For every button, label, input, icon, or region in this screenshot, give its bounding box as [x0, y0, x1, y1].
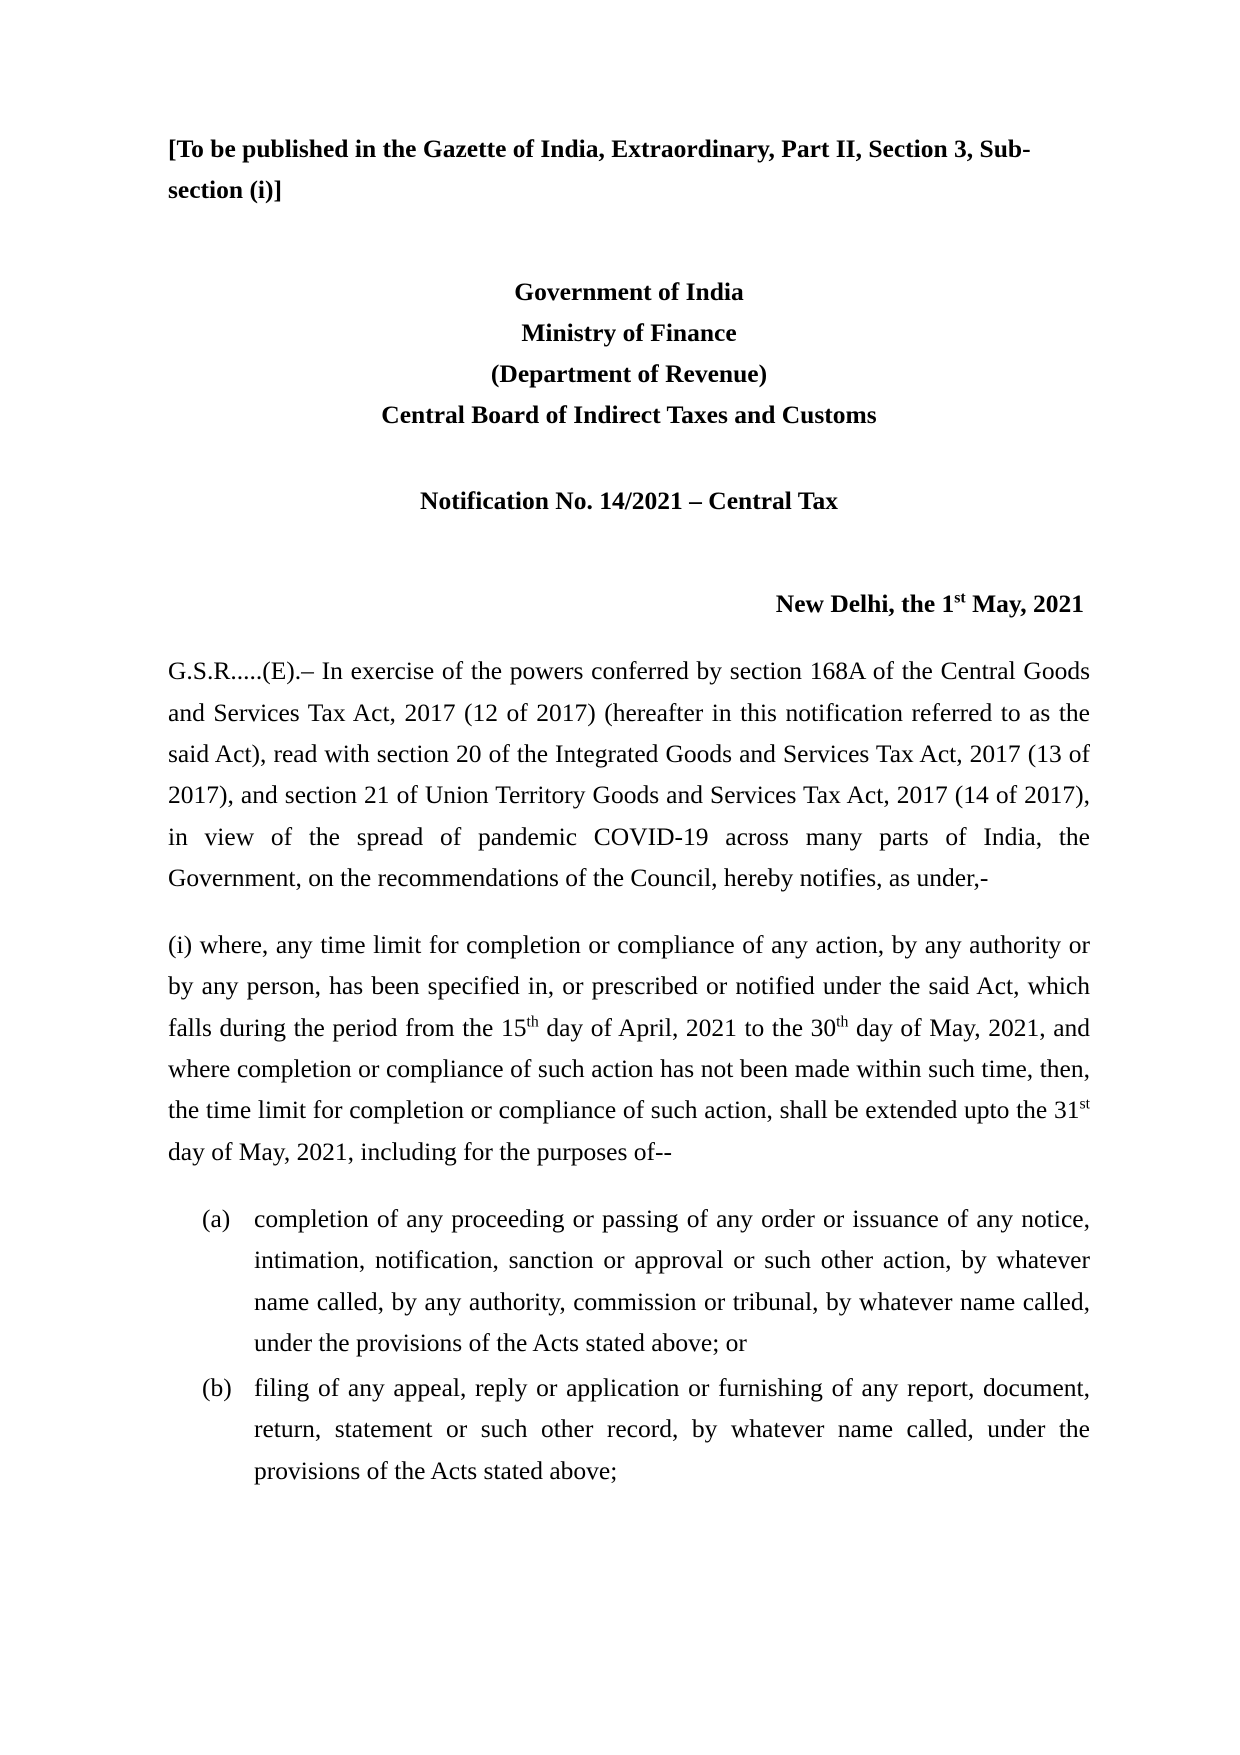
place-and-date [168, 583, 1090, 624]
list-item [168, 1198, 1090, 1363]
issuer-line-ministry: Ministry of Finance [521, 317, 737, 347]
date-ordinal-suffix: st [954, 589, 966, 607]
sub-clause-label: (a) [202, 1203, 231, 1233]
preamble-paragraph: G.S.R.....(E).– In exercise of the powers conferred by section 168A of the Central Goods and Services Tax Act, 2017 (12 of 2017) (hereafter in this notification referred to as the said Act), read with section 20 of the Integrated Goods and Services Tax Act, 2017 (13 of 2017), and section 21 of Union Territory Goods and Services Tax Act, 2017 (14 of 2017), in view of the spread of pandemic COVID-19 across many parts of India, the Government, on the recommendations of the Council, hereby notifies, as under,- [168, 656, 1090, 892]
sub-clause-text: filing of any appeal, reply or application or furnishing of any report, document, return, statement or such other record, by whatever name called, under the provisions of the Acts stated above; [254, 1373, 1090, 1485]
notification-number: Notification No. 14/2021 – Central Tax [420, 485, 838, 515]
sub-clause-text: completion of any proceeding or passing of any order or issuance of any notice, intimation, notification, sanction or approval or such other action, by whatever name called, by any authority, commission or tribunal, by whatever name called, under the provisions of the Acts stated above; or [254, 1203, 1090, 1357]
sub-clause-label: (b) [202, 1373, 232, 1403]
clause-i-part-2: day of April, 2021 to the 30 [538, 1012, 837, 1042]
ordinal-31st: st [1079, 1095, 1090, 1113]
ordinal-15th: th [526, 1013, 539, 1031]
spacer [168, 436, 1090, 480]
list-item [168, 1367, 1090, 1491]
issuer-line-board: Central Board of Indirect Taxes and Customs [381, 400, 877, 430]
spacer [168, 624, 1090, 650]
sub-clause-list [168, 1198, 1090, 1491]
clause-i-part-1: (i) where, any time limit for completion or compliance of any action, by any authority or by any person, has been specified in, or prescribed or notified under the said Act, which falls during the period from the 15 [168, 930, 1090, 1042]
issuer-line-government: Government of India [514, 276, 744, 306]
document-body [168, 128, 1090, 1491]
clause-i-part-4: day of May, 2021, including for the purposes of-- [168, 1136, 672, 1166]
clause-i-paragraph [168, 924, 1090, 1172]
issuer-line-department: (Department of Revenue) [490, 359, 768, 389]
gazette-publication-note: [To be published in the Gazette of India, Extraordinary, Part II, Section 3, Sub-section (i)] [168, 134, 1031, 205]
issuing-authority-block [168, 271, 1090, 436]
clause-i-part-3: day of May, 2021, and where completion or compliance of such action has not been made within such time, then, the time limit for completion or compliance of such action, shall be extended upto the 31 [168, 1012, 1091, 1125]
ordinal-30th: th [836, 1013, 849, 1031]
spacer [168, 521, 1090, 583]
place-date-prefix: New Delhi, the 1 [775, 589, 955, 619]
place-date-suffix: May, 2021 [965, 589, 1084, 619]
spacer [168, 245, 1090, 271]
